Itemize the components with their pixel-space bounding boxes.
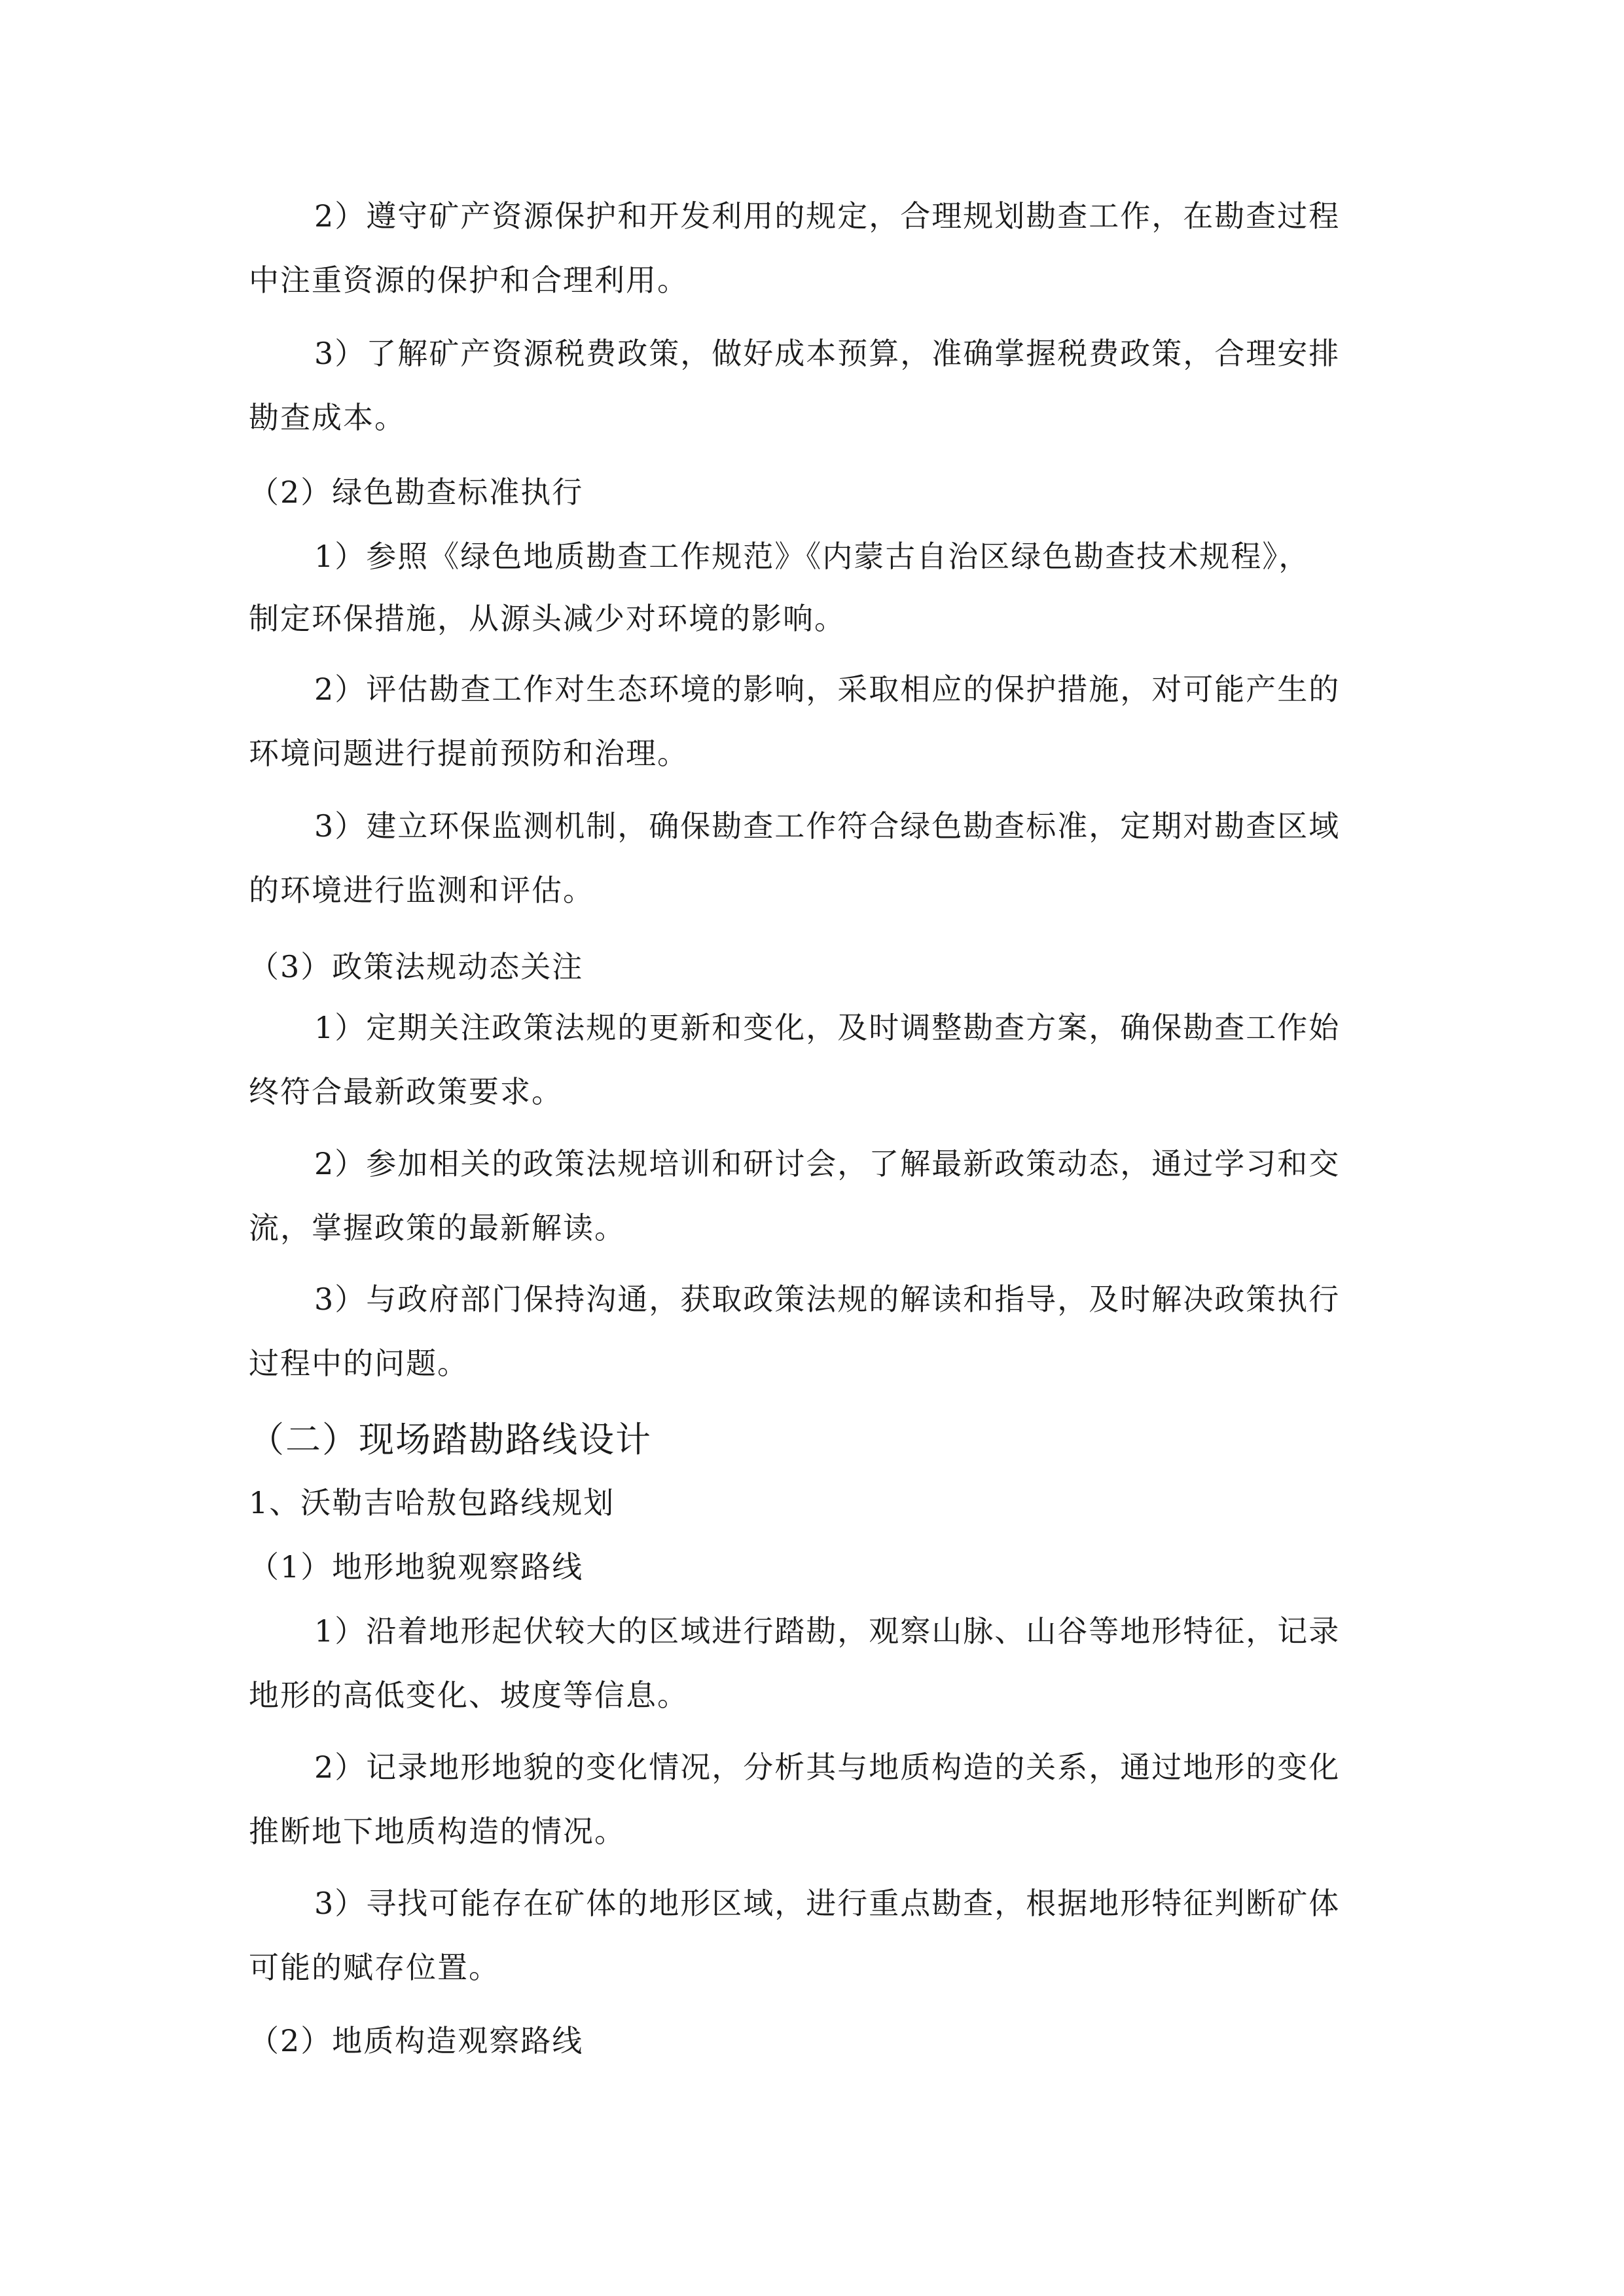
- paragraph-line: 3）与政府部门保持沟通，获取政策法规的解读和指导，及时解决政策执行: [314, 1282, 1341, 1317]
- subheading: （2）地质构造观察路线: [249, 2023, 584, 2058]
- paragraph-line: 1）定期关注政策法规的更新和变化，及时调整勘查方案，确保勘查工作始: [314, 1010, 1341, 1045]
- paragraph-line: 3）寻找可能存在矿体的地形区域，进行重点勘查，根据地形特征判断矿体: [314, 1886, 1341, 1921]
- paragraph-line: 流，掌握政策的最新解读。: [249, 1210, 626, 1246]
- paragraph-line: 推断地下地质构造的情况。: [249, 1814, 626, 1849]
- paragraph-line: 制定环保措施，从源头减少对环境的影响。: [249, 601, 846, 636]
- section-heading: （二）现场踏勘路线设计: [249, 1419, 652, 1460]
- subheading: （1）地形地貌观察路线: [249, 1549, 584, 1585]
- paragraph-line: 可能的赋存位置。: [249, 1950, 500, 1985]
- paragraph-line: 1）沿着地形起伏较大的区域进行踏勘，观察山脉、山谷等地形特征，记录: [314, 1613, 1341, 1649]
- subheading: 1、沃勒吉哈敖包路线规划: [249, 1485, 615, 1520]
- paragraph-line: 2）评估勘查工作对生态环境的影响，采取相应的保护措施，对可能产生的: [314, 672, 1341, 707]
- paragraph-line: 3）建立环保监测机制，确保勘查工作符合绿色勘查标准，定期对勘查区域: [314, 808, 1341, 844]
- paragraph-line: 2）参加相关的政策法规培训和研讨会，了解最新政策动态，通过学习和交: [314, 1146, 1341, 1181]
- paragraph-line: 过程中的问题。: [249, 1346, 469, 1381]
- paragraph-line: 终符合最新政策要求。: [249, 1074, 563, 1109]
- paragraph-line: 环境问题进行提前预防和治理。: [249, 736, 689, 771]
- paragraph-line: 中注重资源的保护和合理利用。: [249, 262, 689, 298]
- paragraph-line: 地形的高低变化、坡度等信息。: [249, 1677, 689, 1713]
- paragraph-line: 2）记录地形地貌的变化情况，分析其与地质构造的关系，通过地形的变化: [314, 1749, 1341, 1785]
- subheading: （3）政策法规动态关注: [249, 949, 584, 984]
- paragraph-line: 1）参照《绿色地质勘查工作规范》《内蒙古自治区绿色勘查技术规程》，: [314, 539, 1310, 574]
- paragraph-line: 勘查成本。: [249, 400, 406, 435]
- paragraph-line: 的环境进行监测和评估。: [249, 872, 594, 908]
- paragraph-line: 3）了解矿产资源税费政策，做好成本预算，准确掌握税费政策，合理安排: [314, 336, 1341, 371]
- paragraph-line: 2）遵守矿产资源保护和开发利用的规定，合理规划勘查工作，在勘查过程: [314, 198, 1341, 234]
- subheading: （2）绿色勘查标准执行: [249, 475, 584, 510]
